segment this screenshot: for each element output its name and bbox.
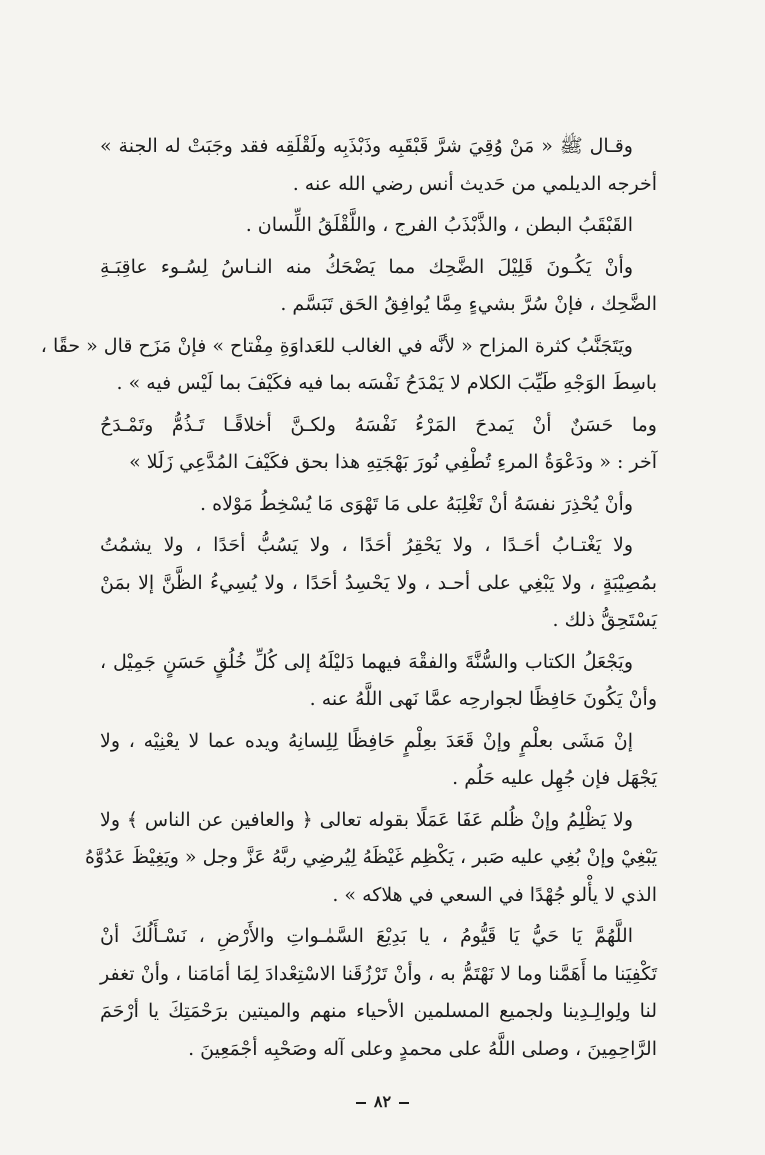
text-line: آخر : « ودَعْوَةُ المرءِ تُطْفِي نُورَ بَهْجَتِهِ هذا بحق فكَيْفَ المُدَّعِي زَلَلا » [129,451,657,473]
text-line: وما حَسَنٌ أنْ يَمدحَ المَرْءُ نَفْسَهُ ولكـنَّ أخلاقًـا تَـذُمُّ وتَمْـدَحُ [100,413,657,436]
text-line: ولا يَغْتـابُ أحَـدًا ، ولا يَحْقِرُ أحَدًا ، ولا يَسُبُّ أحَدًا ، ولا يشمُتُ [100,534,633,556]
paragraph [100,918,657,1068]
text-line: إنْ مَشَى بعلْمٍ وإنْ قَعَدَ بعِلْمٍ حَافِظًا لِلِسانِهُ ويده عما لا يعْنِيْه ، ولا [100,729,633,752]
page-number: ٨٢ [0,1092,765,1111]
text-line: القَبْقَبُ البطن ، والذَّبْذَبُ الفرج ، واللَّقْلَقُ اللِّسان . [245,214,633,236]
text-line: وأنْ يَكُونَ حَافِظًا لجوارحِه عمَّا نَهى اللَّهُ عنه . [309,688,657,710]
text-line: أخرجه الديلمي من حَديث أنس رضي الله عنه . [292,172,657,195]
paragraph [100,723,657,798]
text-line: وقـال ﷺ « مَنْ وُقِيَ شرَّ قَبْقَبِه وذَبْذَبِه ولَقْلَقِه فقد وجَبَتْ له الجنة » [100,135,633,157]
text-line: الرَّاحِمِينَ ، وصلى اللَّهُ على محمدٍ وعلى آله وصَحْبِه أجْمَعِينَ . [188,1037,657,1060]
page-body [40,128,657,1072]
paragraph [85,802,657,915]
text-line: تَكْفِيَنا ما أَهَمَّنا وما لا نَهْتَمُّ به ، وأنْ تَرْزُقَنا الاسْتِعْدادَ لِمَا أمَامَنا ، وأنْ تغفر [100,962,657,985]
text-line: بمُصِيْبَةٍ ، ولا يَبْغِي على أحـد ، ولا يَحْسِدُ أحَدًا ، ولا يُسِيءُ الظَّنَّ إلا بمَنْ [100,571,657,594]
text-line: وأنْ يُحْذِرَ نفسَهُ أنْ تَغْلِبَهُ على مَا تَهْوَى مَا يُسْخِطُ مَوْلاه . [200,492,633,515]
text-line: يَبْغِيْ وإنْ بُغِي عليه صَبر ، يَكْظِم غَيْظَهُ لِيُرضِي ربَّهُ عَزَّ وجل « ويَغِيْظَ عَدُوَّهُ [85,846,657,868]
paragraph [100,207,657,245]
text-line: ويَتَجَنَّبُ كثرة المزاح « لأنَّه في الغالب للعَداوَةِ مِفْتاح » فإنْ مَزَح قال « حقًا ، [40,334,633,357]
paragraph [100,527,657,640]
paragraph [100,486,657,524]
paragraph [100,249,657,324]
paragraph [40,328,657,403]
text-line: يَسْتَحِقُّ ذلك . [552,609,657,631]
text-line: وأنْ يَكُـونَ قَلِيْلَ الضَّحِك مما يَضْحَكُ منه النـاسُ لِسُـوء عاقِبَـةِ [100,255,633,278]
text-line: باسِطَ الوَجْهِ طَيِّبَ الكلام لا يَمْدَحُ نَفْسَه بما فيه فكَيْفَ بما لَيْس فيه » . [116,372,657,394]
text-line: لنا ولِوالِـدِينا ولجميع المسلمين الأحياء منهم والميتين برَحْمَتِكَ يا أرْحَمَ [100,1000,657,1022]
paragraph [100,128,657,203]
text-line: الضَّحِك ، فإنْ سُرَّ بشيءٍ مِمَّا يُوافِقُ الحَق تَبَسَّم . [280,293,657,315]
text-line: الذي لا يأْلو جُهْدًا في السعي في هلاكه » . [332,883,657,906]
text-line: ولا يَظْلِمُ وإنْ ظُلم عَفَا عَمَلًا بقوله تعالى ﴿ والعافين عن الناس ﴾ ولا [100,808,633,831]
text-line: يَجْهَل فإن جُهِل عليه حَلُم . [452,767,657,789]
paragraph [100,407,657,482]
text-line: اللَّهُمَّ يَا حَيُّ يَا قَيُّومُ ، يا بَدِيْعَ السَّمٰـواتِ والأَرْضِ ، نَسْـأَلُكَ أنْ [100,925,633,947]
paragraph [100,644,657,719]
text-line: ويَجْعَلُ الكتاب والسُّنَّةَ والفقْهَ فيهما دَليْلَهُ إلى كُلِّ خُلُقٍ حَسَنٍ جَمِيْل ، [100,650,633,673]
